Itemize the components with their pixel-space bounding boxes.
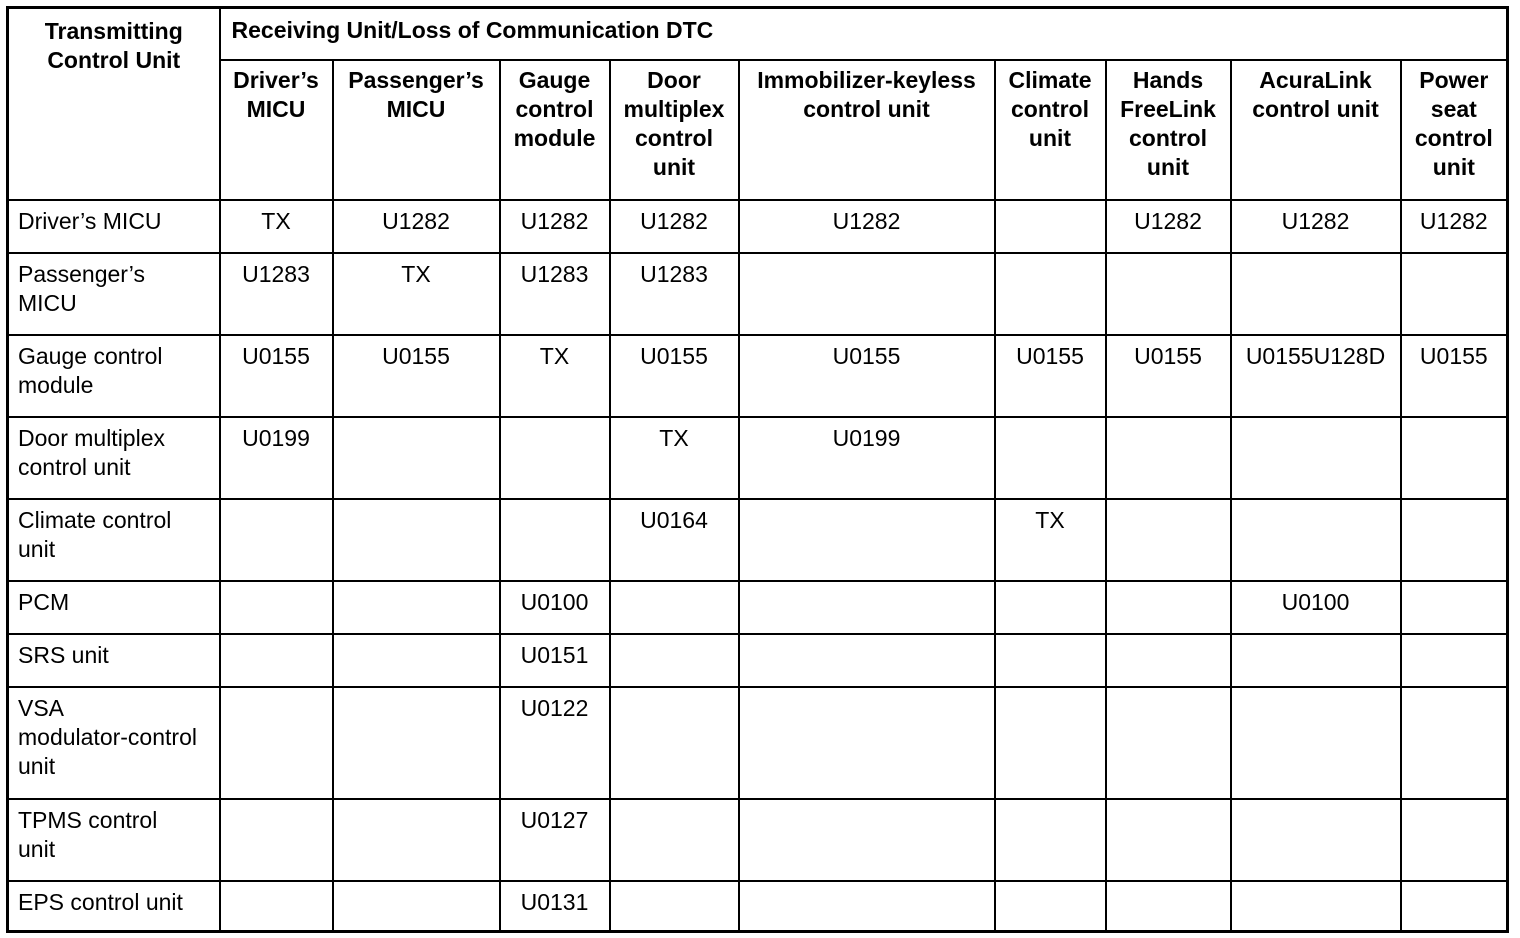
dtc-cell: U1282 (1401, 200, 1508, 253)
dtc-table (6, 6, 1509, 933)
dtc-cell: U0155 (333, 335, 500, 417)
table-body (8, 200, 1508, 932)
row-label: Passenger’s MICU (8, 253, 220, 335)
dtc-cell: U0100 (500, 581, 610, 634)
dtc-cell: U0122 (500, 687, 610, 799)
dtc-cell (1231, 687, 1401, 799)
column-header: Hands FreeLink control unit (1106, 60, 1231, 200)
dtc-cell (333, 581, 500, 634)
dtc-cell (1401, 687, 1508, 799)
table-row (8, 799, 1508, 881)
dtc-cell (333, 499, 500, 581)
dtc-cell: U0164 (610, 499, 739, 581)
dtc-cell: TX (220, 200, 333, 253)
column-header: Driver’s MICU (220, 60, 333, 200)
dtc-cell: U0199 (739, 417, 995, 499)
dtc-cell: U0100 (1231, 581, 1401, 634)
dtc-cell (995, 417, 1106, 499)
row-label: TPMS control unit (8, 799, 220, 881)
dtc-cell (739, 253, 995, 335)
dtc-cell (739, 634, 995, 687)
row-label: Driver’s MICU (8, 200, 220, 253)
dtc-cell (220, 881, 333, 932)
table-row (8, 335, 1508, 417)
dtc-cell: TX (610, 417, 739, 499)
dtc-cell (995, 687, 1106, 799)
table-row (8, 634, 1508, 687)
dtc-cell (220, 581, 333, 634)
dtc-cell (1401, 253, 1508, 335)
dtc-cell (739, 881, 995, 932)
dtc-cell: TX (995, 499, 1106, 581)
dtc-cell (1106, 499, 1231, 581)
dtc-cell (610, 687, 739, 799)
dtc-cell (1401, 799, 1508, 881)
dtc-cell: U0155 (220, 335, 333, 417)
table-row (8, 417, 1508, 499)
dtc-cell (739, 687, 995, 799)
dtc-cell: U0155 (995, 335, 1106, 417)
dtc-cell (739, 499, 995, 581)
dtc-cell: U0155 (1106, 335, 1231, 417)
column-header: Door multiplex control unit (610, 60, 739, 200)
dtc-cell (995, 799, 1106, 881)
dtc-cell (1401, 499, 1508, 581)
dtc-cell (220, 799, 333, 881)
dtc-cell (1401, 634, 1508, 687)
dtc-cell: U1283 (610, 253, 739, 335)
dtc-cell (610, 881, 739, 932)
dtc-cell (1401, 581, 1508, 634)
dtc-cell (995, 634, 1106, 687)
column-header: Passenger’s MICU (333, 60, 500, 200)
table-row (8, 881, 1508, 932)
dtc-cell: U1282 (739, 200, 995, 253)
table-row (8, 253, 1508, 335)
dtc-cell: U0155 (1401, 335, 1508, 417)
column-header: Climate control unit (995, 60, 1106, 200)
dtc-cell (500, 417, 610, 499)
dtc-cell: U0155 (610, 335, 739, 417)
dtc-cell (333, 687, 500, 799)
dtc-cell: TX (333, 253, 500, 335)
dtc-cell: U0127 (500, 799, 610, 881)
dtc-cell (1106, 253, 1231, 335)
row-label: EPS control unit (8, 881, 220, 932)
dtc-cell (1231, 634, 1401, 687)
column-header: Power seat control unit (1401, 60, 1508, 200)
dtc-cell (1106, 799, 1231, 881)
row-label: PCM (8, 581, 220, 634)
table-row (8, 581, 1508, 634)
dtc-cell (333, 881, 500, 932)
dtc-cell (1106, 634, 1231, 687)
table-row (8, 687, 1508, 799)
dtc-cell: U1282 (333, 200, 500, 253)
row-label: SRS unit (8, 634, 220, 687)
dtc-cell (1106, 881, 1231, 932)
dtc-cell (1401, 881, 1508, 932)
dtc-cell: U0199 (220, 417, 333, 499)
dtc-cell (610, 799, 739, 881)
dtc-cell (333, 634, 500, 687)
table-row (8, 200, 1508, 253)
dtc-cell (220, 687, 333, 799)
dtc-cell (995, 581, 1106, 634)
dtc-cell (739, 799, 995, 881)
column-header: Immobilizer-keyless control unit (739, 60, 995, 200)
dtc-cell (1231, 417, 1401, 499)
dtc-cell: U1282 (1231, 200, 1401, 253)
dtc-cell: U0155U128D (1231, 335, 1401, 417)
dtc-cell: U1282 (500, 200, 610, 253)
dtc-cell: U1283 (220, 253, 333, 335)
dtc-cell (995, 200, 1106, 253)
dtc-cell (1231, 253, 1401, 335)
dtc-cell (1231, 799, 1401, 881)
dtc-cell: TX (500, 335, 610, 417)
dtc-cell (500, 499, 610, 581)
column-header: Gauge control module (500, 60, 610, 200)
dtc-cell (610, 581, 739, 634)
dtc-cell (220, 634, 333, 687)
dtc-cell: U0151 (500, 634, 610, 687)
dtc-cell: U1282 (610, 200, 739, 253)
dtc-cell: U0131 (500, 881, 610, 932)
dtc-cell (995, 253, 1106, 335)
dtc-cell (1401, 417, 1508, 499)
dtc-cell (739, 581, 995, 634)
row-label: VSA modulator-control unit (8, 687, 220, 799)
dtc-cell (995, 881, 1106, 932)
dtc-cell (333, 799, 500, 881)
dtc-cell (333, 417, 500, 499)
dtc-cell: U1282 (1106, 200, 1231, 253)
dtc-cell (1106, 417, 1231, 499)
dtc-cell (1231, 499, 1401, 581)
dtc-cell: U0155 (739, 335, 995, 417)
dtc-cell (610, 634, 739, 687)
dtc-cell: U1283 (500, 253, 610, 335)
row-label: Climate control unit (8, 499, 220, 581)
receiving-unit-header: Receiving Unit/Loss of Communication DTC (220, 8, 1508, 60)
transmitting-unit-header: Transmitting Control Unit (8, 8, 220, 200)
table-row (8, 499, 1508, 581)
dtc-cell (1231, 881, 1401, 932)
dtc-cell (220, 499, 333, 581)
column-header: AcuraLink control unit (1231, 60, 1401, 200)
dtc-cell (1106, 581, 1231, 634)
dtc-cell (1106, 687, 1231, 799)
row-label: Gauge control module (8, 335, 220, 417)
row-label: Door multiplex control unit (8, 417, 220, 499)
